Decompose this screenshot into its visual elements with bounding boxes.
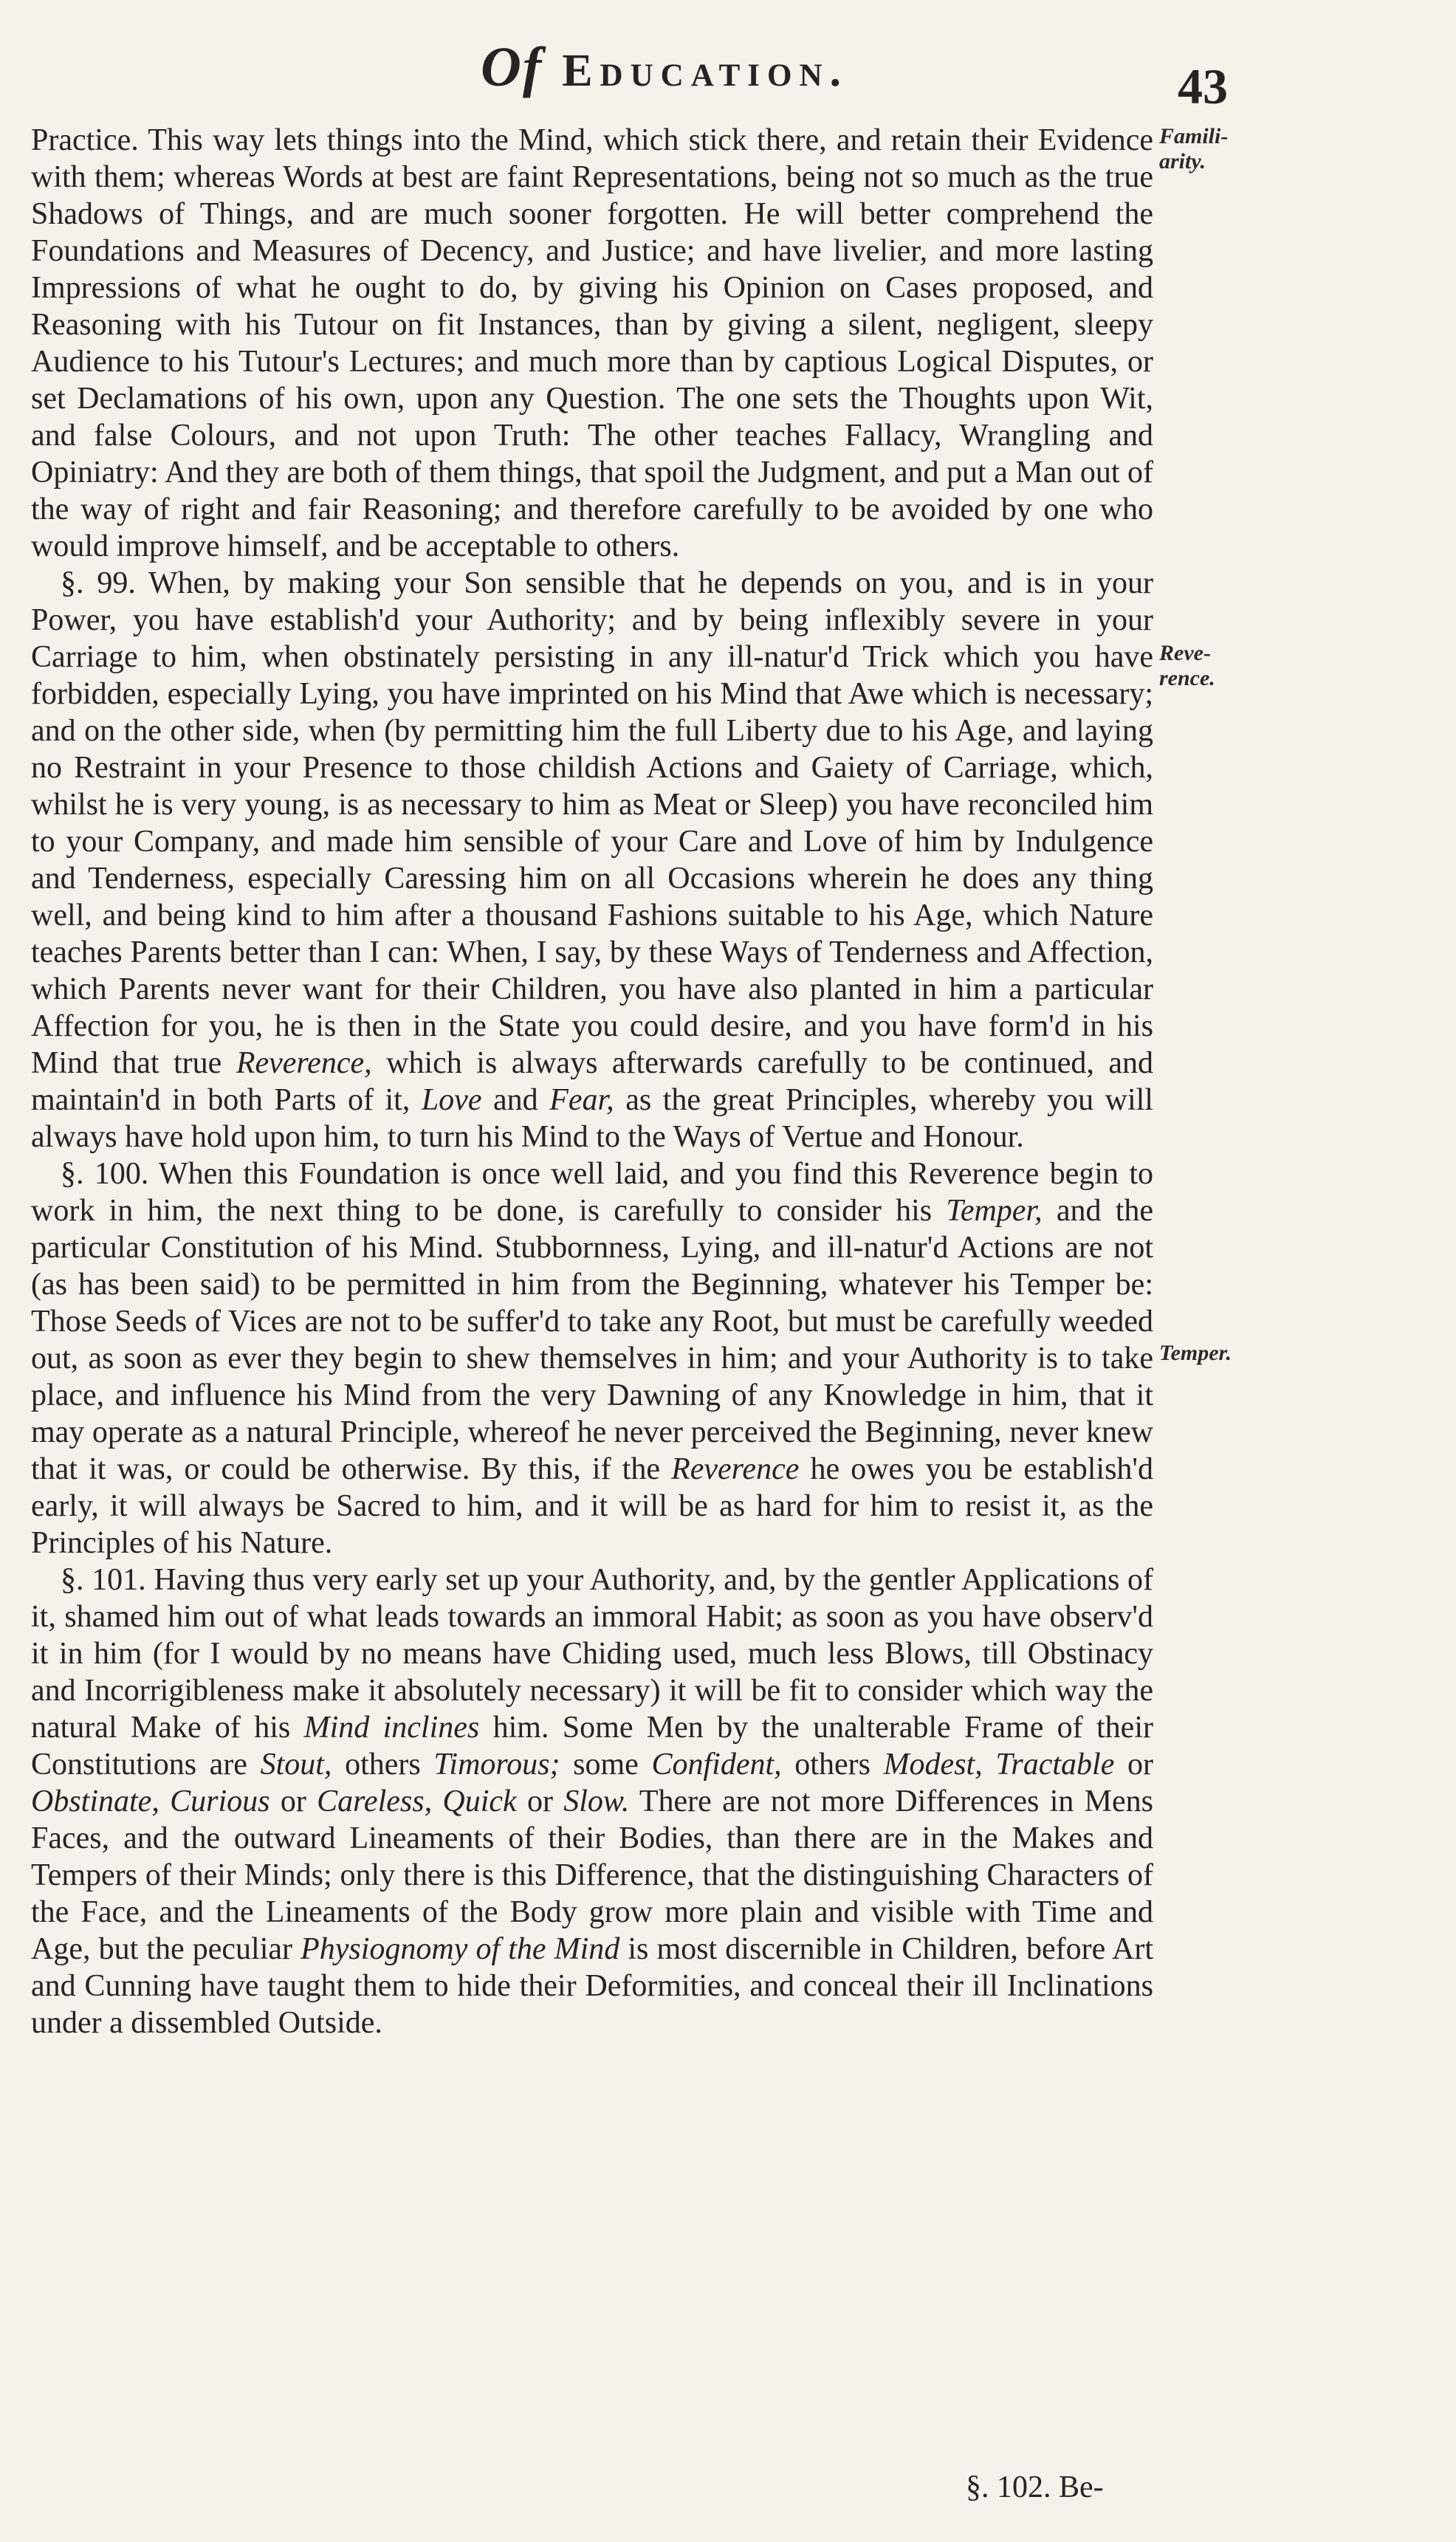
margin-note-temper <box>1159 1341 1270 1366</box>
italic-term: Temper, <box>946 1194 1043 1228</box>
catchword: §. 102. Be- <box>966 2470 1104 2504</box>
italic-term: Love <box>421 1083 482 1117</box>
paragraph-text: and the particular Constitution of his Mind. Stubbornness, Lying, and ill-natur'd Actions are not (as has been said) to be permitted in him from the Beginning, whatever his Temper be: Those Seeds of Vices are not to be suffer'd to take any Root, but must be carefully weeded out, as soon as ever they begin to shew themselves in him; and your Authority is to take place, and influence his Mind from the very Dawning of any Knowledge in him, that it may operate as a natural Principle, whereof he never perceived the Beginning, never knew that it was, or could be otherwise. By this, if the <box>31 1194 1154 1486</box>
paragraph-text: or <box>516 1784 564 1818</box>
paragraph-text: which is always afterwards carefully to be continued, and maintain'd in both Parts of it, <box>31 1046 1153 1117</box>
paragraph-text: and <box>481 1083 550 1117</box>
header-title: Education. <box>562 46 848 96</box>
italic-term: Fear, <box>549 1083 614 1117</box>
paragraph-text: §. 100. When this Foundation is once well laid, and you find this Reverence begin to work in him, the next thing to be done, is carefully to consider his <box>31 1157 1153 1228</box>
italic-term: Stout, <box>260 1748 332 1782</box>
italic-term: Physiognomy of the Mind <box>301 1932 620 1966</box>
margin-note-reverence <box>1159 641 1270 691</box>
margin-note-line: Reve- <box>1159 641 1211 665</box>
paragraph-familiarity <box>31 122 1153 565</box>
paragraph-text: is most discernible in Children, before Art and Cunning have taught them to hide their Deformities, and conceal their ill Inclinations under a dissembled Outside. <box>31 1932 1153 2040</box>
paragraph-text: §. 101. Having thus very early set up your Authority, and, by the gentler Applications of it, shamed him out of what leads towards an immoral Habit; as soon as you have observ'd it in him (for I would by no means have Chiding used, much less Blows, till Obstinacy and Incorrigibleness make it absolutely necessary) it will be fit to consider which way the natural Make of his <box>31 1563 1153 1745</box>
margin-note-line: arity. <box>1159 149 1206 174</box>
paragraph-text: or <box>269 1784 317 1818</box>
paragraph-text: he owes you be establish'd early, it will always be Sacred to him, and it will be as hard for him to resist it, as the Principles of his Nature. <box>31 1452 1153 1560</box>
paragraph-text: some <box>560 1748 652 1782</box>
margin-note-line: rence. <box>1159 666 1215 690</box>
italic-term: Confident, <box>651 1748 782 1782</box>
italic-term: Obstinate, Curious <box>31 1784 270 1818</box>
paragraph-text: Practice. This way lets things into the Mind, which stick there, and retain their Evidence with them; whereas Words at best are faint Representations, being not so much as the true Shadows of Things, and are much sooner forgotten. He will better comprehend the Foundations and Measures of Decency, and Justice; and have livelier, and more lasting Impressions of what he ought to do, by giving his Opinion on Cases proposed, and Reasoning with his Tutour on fit Instances, than by giving a silent, negligent, sleepy Audience to his Tutour's Lectures; and much more than by captious Logical Disputes, or set Declamations of his own, upon any Question. The one sets the Thoughts upon Wit, and false Colours, and not upon Truth: The other teaches Fallacy, Wrangling and Opiniatry: And they are both of them things, that spoil the Judgment, and put a Man out of the way of right and fair Reasoning; and therefore carefully to be avoided by one who would improve himself, and be acceptable to others. <box>31 123 1153 563</box>
header-of: Of <box>481 36 543 98</box>
italic-term: Careless, Quick <box>317 1784 517 1818</box>
page-number: 43 <box>1178 58 1228 114</box>
paragraph-101 <box>31 1562 1153 2041</box>
italic-term: Timorous; <box>433 1748 560 1782</box>
margin-note-line: Famili- <box>1159 124 1229 148</box>
italic-term: Reverence, <box>236 1046 372 1080</box>
body-text <box>31 122 1153 2041</box>
paragraph-text: §. 99. When, by making your Son sensible that he depends on you, and is in your Power, you have establish'd your Authority; and by being inflexibly severe in your Carriage to him, when obstinately persisting in any ill-natur'd Trick which you have forbidden, especially Lying, you have imprinted on his Mind that Awe which is necessary; and on the other side, when (by permitting him the full Liberty due to his Age, and laying no Restraint in your Presence to those childish Actions and Gaiety of Carriage, which, whilst he is very young, is as necessary to him as Meat or Sleep) you have reconciled him to your Company, and made him sensible of your Care and Love of him by Indulgence and Tenderness, especially Caressing him on all Occasions wherein he does any thing well, and being kind to him after a thousand Fashions suitable to his Age, which Nature teaches Parents better than I can: When, I say, by these Ways of Tenderness and Affection, which Parents never want for their Children, you have also planted in him a particular Affection for you, he is then in the State you could desire, and you have form'd in his Mind that true <box>31 566 1153 1080</box>
running-header <box>384 35 945 117</box>
paragraph-99 <box>31 565 1153 1155</box>
paragraph-text: as the great Principles, whereby you will always have hold upon him, to turn his Mind to the Ways of Vertue and Honour. <box>31 1083 1153 1154</box>
paragraph-text: others <box>781 1748 884 1782</box>
paragraph-100 <box>31 1155 1153 1562</box>
margin-note-familiarity <box>1159 124 1270 174</box>
paragraph-text: others <box>332 1748 434 1782</box>
italic-term: Modest, Tractable <box>883 1748 1115 1782</box>
italic-term: Mind inclines <box>303 1711 480 1745</box>
paragraph-text: or <box>1114 1748 1153 1782</box>
paragraph-text: There are not more Differences in Mens Faces, and the outward Lineaments of their Bodies, than there are in the Makes and Tempers of their Minds; only there is this Difference, that the distinguishing Characters of the Face, and the Lineaments of the Body grow more plain and visible with Time and Age, but the peculiar <box>31 1784 1153 1966</box>
italic-term: Reverence <box>671 1452 800 1486</box>
margin-note-line: Temper. <box>1159 1341 1232 1365</box>
paragraph-text: him. Some Men by the unalterable Frame of their Constitutions are <box>31 1711 1153 1782</box>
italic-term: Slow. <box>563 1784 630 1818</box>
